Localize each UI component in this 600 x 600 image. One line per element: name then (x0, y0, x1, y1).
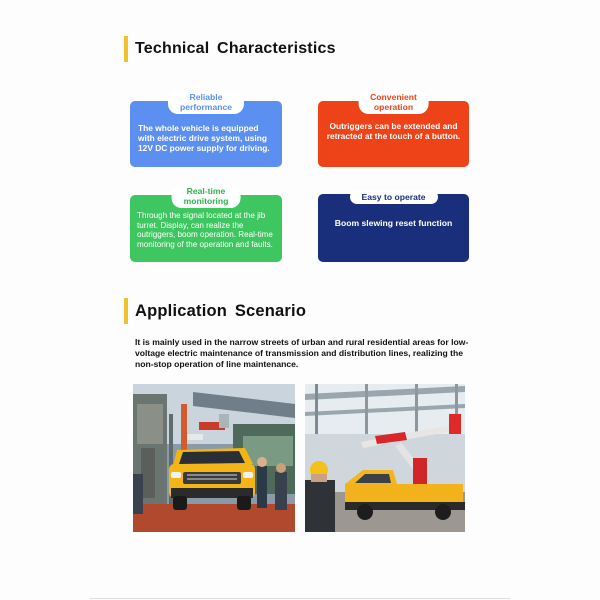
heading-accent-bar (124, 36, 128, 62)
real-time-monitoring-tab: Real-time monitoring (172, 185, 241, 208)
application-description: It is mainly used in the narrow streets of urban and rural residential areas for low-voltage electric maintenance of transmission and distribution lines, realizing the non-stop operation of line maintenance. (135, 337, 469, 369)
convenient-operation-tab: Convenient operation (358, 91, 429, 114)
convenient-operation-card (318, 92, 469, 167)
easy-to-operate-card (318, 194, 469, 262)
heading-accent-bar (124, 298, 128, 324)
technical-characteristics-title: Technical Characteristics (135, 40, 336, 57)
real-time-monitoring-text: Through the signal located at the jib turret. Display, can realize the outriggers, boom operation. Real-time monitoring of the operation and faults. (137, 211, 273, 250)
real-time-monitoring-card (130, 186, 282, 262)
application-scenario-title: Application Scenario (135, 301, 307, 320)
reliable-performance-card (130, 92, 282, 167)
substation-truck-photo (133, 384, 295, 532)
factory-hall-truck-photo (305, 384, 465, 532)
reliable-performance-text: The whole vehicle is equipped with electric drive system, using 12V DC power supply for driving. (138, 123, 270, 153)
bottom-divider (90, 598, 510, 599)
easy-to-operate-tab: Easy to operate (350, 190, 438, 204)
easy-to-operate-text: Boom slewing reset function (334, 218, 453, 228)
convenient-operation-text: Outriggers can be extended and retracted at the touch of a button. (326, 121, 461, 141)
application-scenario-heading (124, 298, 306, 324)
technical-characteristics-heading (124, 36, 336, 62)
reliable-performance-tab: Reliable performance (168, 91, 244, 114)
